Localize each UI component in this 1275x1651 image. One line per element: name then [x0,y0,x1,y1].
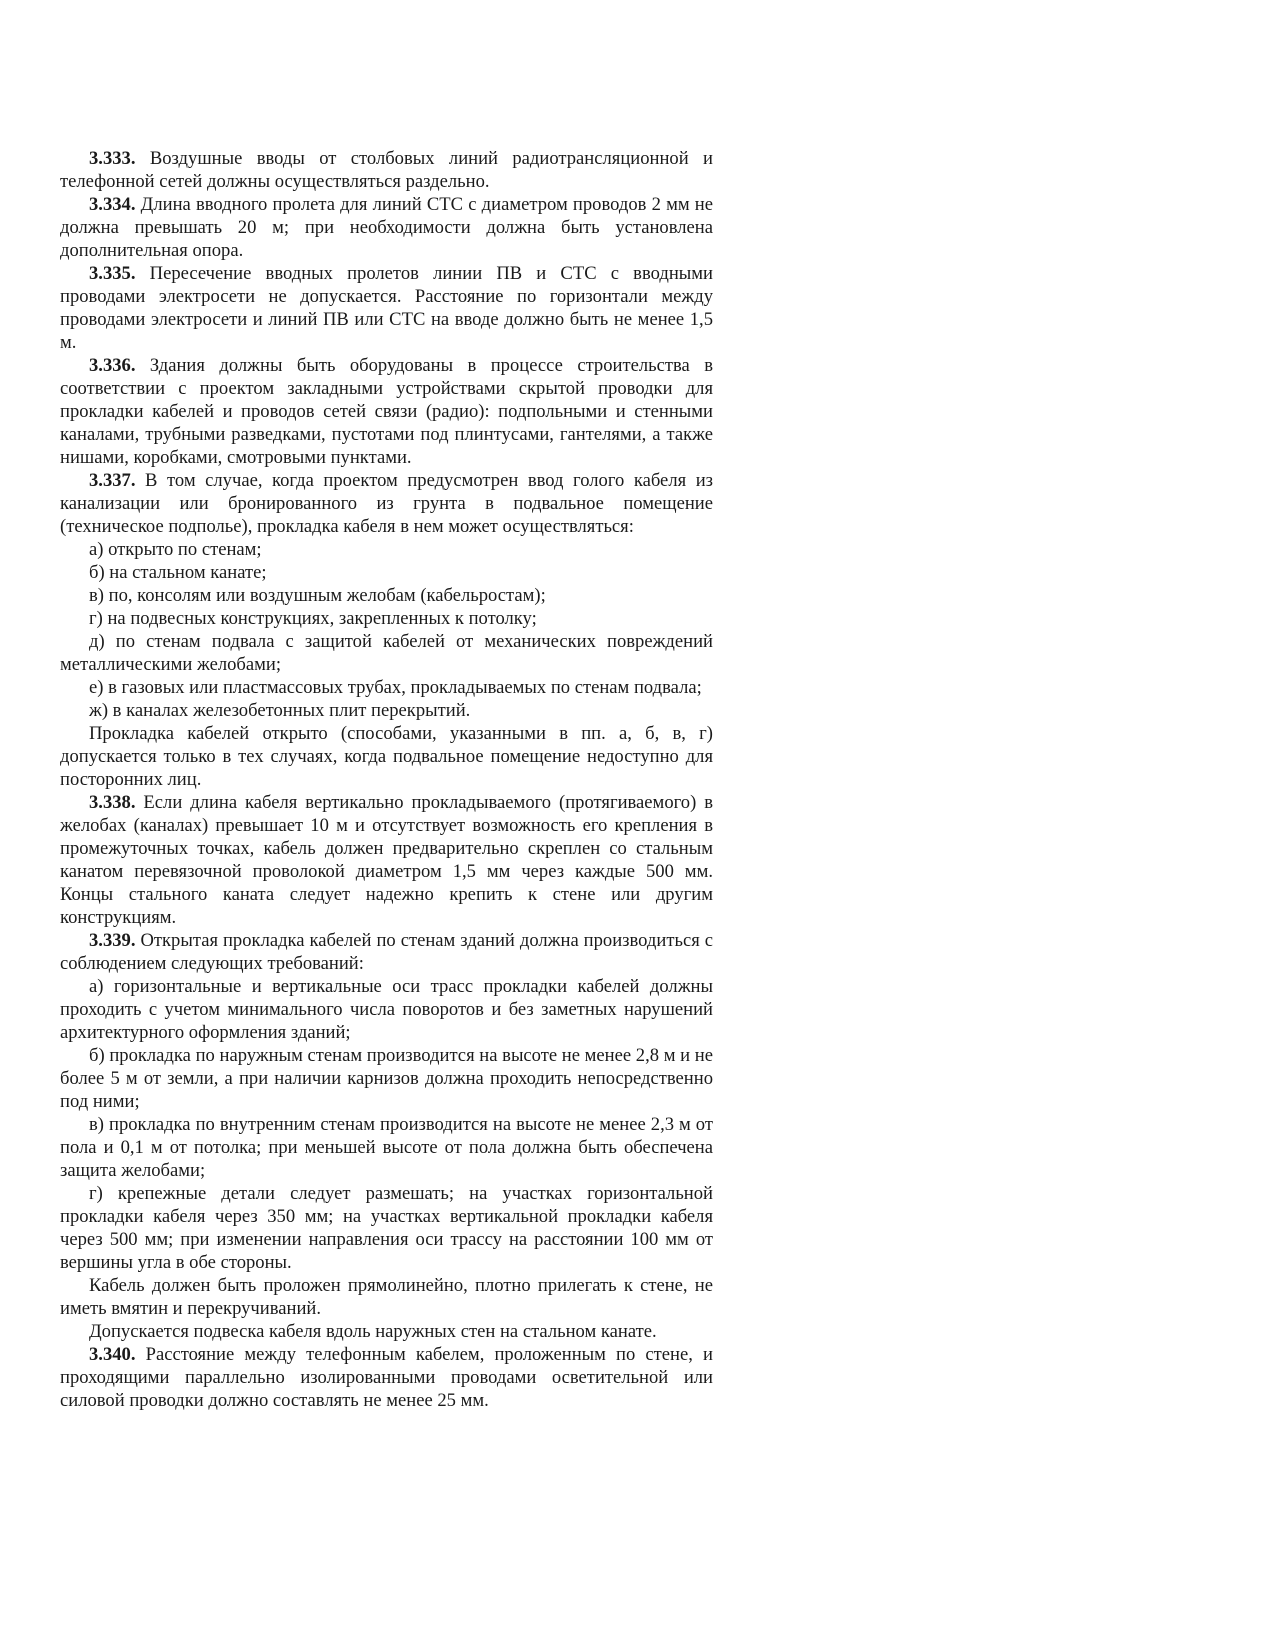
paragraph-text: д) по стенам подвала с защитой кабелей от механических повреждений металлическими желобами; [60,631,713,675]
paragraph-text: в) по, консолям или воздушным желобам (кабельростам); [89,585,546,606]
paragraph-3-340 [60,1343,713,1412]
paragraph-text: Расстояние между телефонным кабелем, проложенным по стене, и проходящими параллельно изолированными проводами осветительной или силовой проводки должно составлять не менее 25 мм. [60,1344,713,1411]
list-item-d [60,630,713,676]
paragraph-3-333 [60,147,713,193]
paragraph-text: Допускается подвеска кабеля вдоль наружных стен на стальном канате. [89,1321,657,1342]
paragraph-text: а) открыто по стенам; [89,539,262,560]
requirement-v [60,1113,713,1182]
paragraph-text: Прокладка кабелей открыто (способами, указанными в пп. а, б, в, г) допускается только в тех случаях, когда подвальное помещение недоступно для посторонних лиц. [60,723,713,790]
paragraph-text: а) горизонтальные и вертикальные оси трасс прокладки кабелей должны проходить с учетом минимального числа поворотов и без заметных нарушений архитектурного оформления зданий; [60,976,713,1043]
clause-number: 3.338. [89,792,136,813]
list-item-v [60,584,713,607]
paragraph-cable-suspension [60,1320,713,1343]
paragraph-text: Пересечение вводных пролетов линии ПВ и СТС с вводными проводами электросети не допускается. Расстояние по горизонтали между проводами электросети и линий ПВ или СТС на вводе должно быть не менее 1,5 м. [60,263,713,353]
paragraph-text: Воздушные вводы от столбовых линий радиотрансляционной и телефонной сетей должны осуществляться раздельно. [60,148,713,192]
paragraph-3-334 [60,193,713,262]
requirement-g [60,1182,713,1274]
paragraph-open-laying-note [60,722,713,791]
paragraph-3-335 [60,262,713,354]
list-item-b [60,561,713,584]
requirement-b [60,1044,713,1113]
paragraph-3-337 [60,469,713,538]
clause-number: 3.339. [89,930,136,951]
paragraph-text: г) крепежные детали следует размешать; на участках горизонтальной прокладки кабеля через 350 мм; на участках вертикальной прокладки кабеля через 500 мм; при изменении направления оси трассу на расстоянии 100 мм от вершины угла в обе стороны. [60,1183,713,1273]
paragraph-cable-straight [60,1274,713,1320]
clause-number: 3.333. [89,148,136,169]
paragraph-text: В том случае, когда проектом предусмотрен ввод голого кабеля из канализации или бронированного из грунта в подвальное помещение (техническое подполье), прокладка кабеля в нем может осуществляться: [60,470,713,537]
paragraph-text: б) на стальном канате; [89,562,267,583]
paragraph-3-336 [60,354,713,469]
paragraph-text: Кабель должен быть проложен прямолинейно, плотно прилегать к стене, не иметь вмятин и перекручиваний. [60,1275,713,1319]
paragraph-text: е) в газовых или пластмассовых трубах, прокладываемых по стенам подвала; [89,677,702,698]
requirement-a [60,975,713,1044]
clause-number: 3.334. [89,194,136,215]
paragraph-3-339 [60,929,713,975]
list-item-e [60,676,713,699]
paragraph-text: Открытая прокладка кабелей по стенам зданий должна производиться с соблюдением следующих требований: [60,930,713,974]
list-item-a [60,538,713,561]
paragraph-text: г) на подвесных конструкциях, закрепленных к потолку; [89,608,537,629]
paragraph-text: Если длина кабеля вертикально прокладываемого (протягиваемого) в желобах (каналах) превышает 10 м и отсутствует возможность его крепления в промежуточных точках, кабель должен предварительно скреплен со стальным канатом перевязочной проволокой диаметром 1,5 мм через каждые 500 мм. Концы стального каната следует надежно крепить к стене или другим конструкциям. [60,792,713,928]
paragraph-text: Здания должны быть оборудованы в процессе строительства в соответствии с проектом закладными устройствами скрытой проводки для прокладки кабелей и проводов сетей связи (радио): подпольными и стенными каналами, трубными разведками, пустотами под плинтусами, гантелями, а также нишами, коробками, смотровыми пунктами. [60,355,713,468]
clause-number: 3.336. [89,355,136,376]
paragraph-text: б) прокладка по наружным стенам производится на высоте не менее 2,8 м и не более 5 м от земли, а при наличии карнизов должна проходить непосредственно под ними; [60,1045,713,1112]
paragraph-text: в) прокладка по внутренним стенам производится на высоте не менее 2,3 м от пола и 0,1 м от потолка; при меньшей высоте от пола должна быть обеспечена защита желобами; [60,1114,713,1181]
clause-number: 3.340. [89,1344,136,1365]
paragraph-3-338 [60,791,713,929]
clause-number: 3.337. [89,470,136,491]
clause-number: 3.335. [89,263,136,284]
paragraph-text: Длина вводного пролета для линий СТС с диаметром проводов 2 мм не должна превышать 20 м; при необходимости должна быть установлена дополнительная опора. [60,194,713,261]
list-item-zh [60,699,713,722]
document-body [60,147,713,1412]
list-item-g [60,607,713,630]
paragraph-text: ж) в каналах железобетонных плит перекрытий. [89,700,471,721]
